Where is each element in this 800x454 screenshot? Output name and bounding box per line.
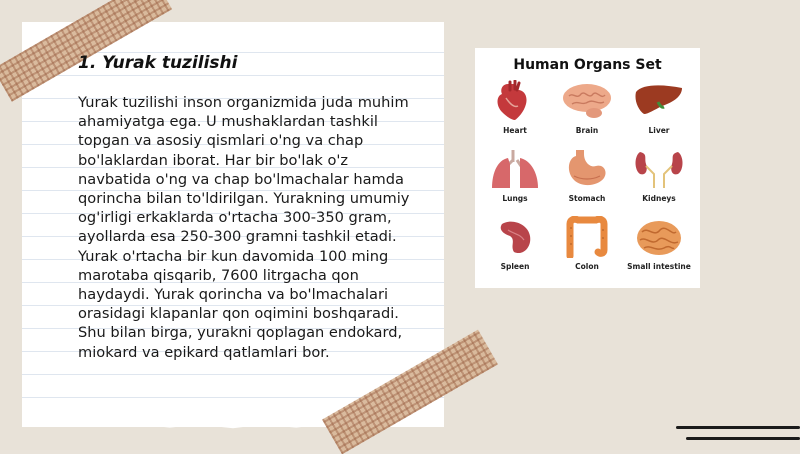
liver-organ-icon [632, 80, 686, 122]
organs-image-title: Human Organs Set [513, 57, 662, 73]
organ-label: Liver [648, 126, 670, 135]
organ-spleen [480, 216, 550, 278]
kidneys-organ-icon [632, 148, 686, 190]
organ-label: Stomach [568, 194, 606, 203]
heart-organ-icon [488, 80, 542, 122]
decorative-line [686, 437, 800, 440]
organ-label: Heart [503, 126, 527, 135]
organ-colon [552, 216, 622, 278]
organ-label: Brain [575, 126, 599, 135]
organ-label: Kidneys [642, 194, 676, 203]
organ-lungs [480, 148, 550, 210]
organ-label: Spleen [500, 262, 530, 271]
decorative-line [676, 426, 800, 429]
slide-body-text: Yurak tuzilishi inson organizmida juda muhim ahamiyatga ega. U mushaklardan tashkil topgan va asosiy qismlari o'ng va chap bo'laklardan iborat. Har bir bo'lak o'z navbatida o'ng va chap bo'lmachalar hamda qorincha bilan to'ldirilgan. Yurakning umumiy og'irligi erkaklarda o'rtacha 300-350 gram, ayollarda esa 250-300 gramni tashkil etadi. Yurak o'rtacha bir kun davomida 100 ming marotaba qisqarib, 7600 litrgacha qon haydaydi. Yurak qorincha va bo'lmachalari orasidagi klapanlar qon oqimini boshqaradi. Shu bilan birga, yurakni qoplagan endokard, miokard va epikard qatlamlari bor. [78, 94, 410, 361]
organs-image [475, 48, 700, 288]
brain-organ-icon [560, 80, 614, 122]
spleen-organ-icon [488, 216, 542, 258]
organ-liver [624, 80, 694, 142]
organ-small-intestine [624, 216, 694, 278]
organ-label: Lungs [502, 194, 528, 203]
organ-kidneys [624, 148, 694, 210]
organ-label: Small intestine [627, 262, 691, 271]
slide-title: 1. Yurak tuzilishi [78, 53, 238, 73]
organ-brain [552, 80, 622, 142]
organ-heart [480, 80, 550, 142]
organ-label: Colon [575, 262, 599, 271]
lungs-organ-icon [488, 148, 542, 190]
stomach-organ-icon [560, 148, 614, 190]
colon-organ-icon [560, 216, 614, 258]
small-intestine-organ-icon [632, 216, 686, 258]
organ-stomach [552, 148, 622, 210]
